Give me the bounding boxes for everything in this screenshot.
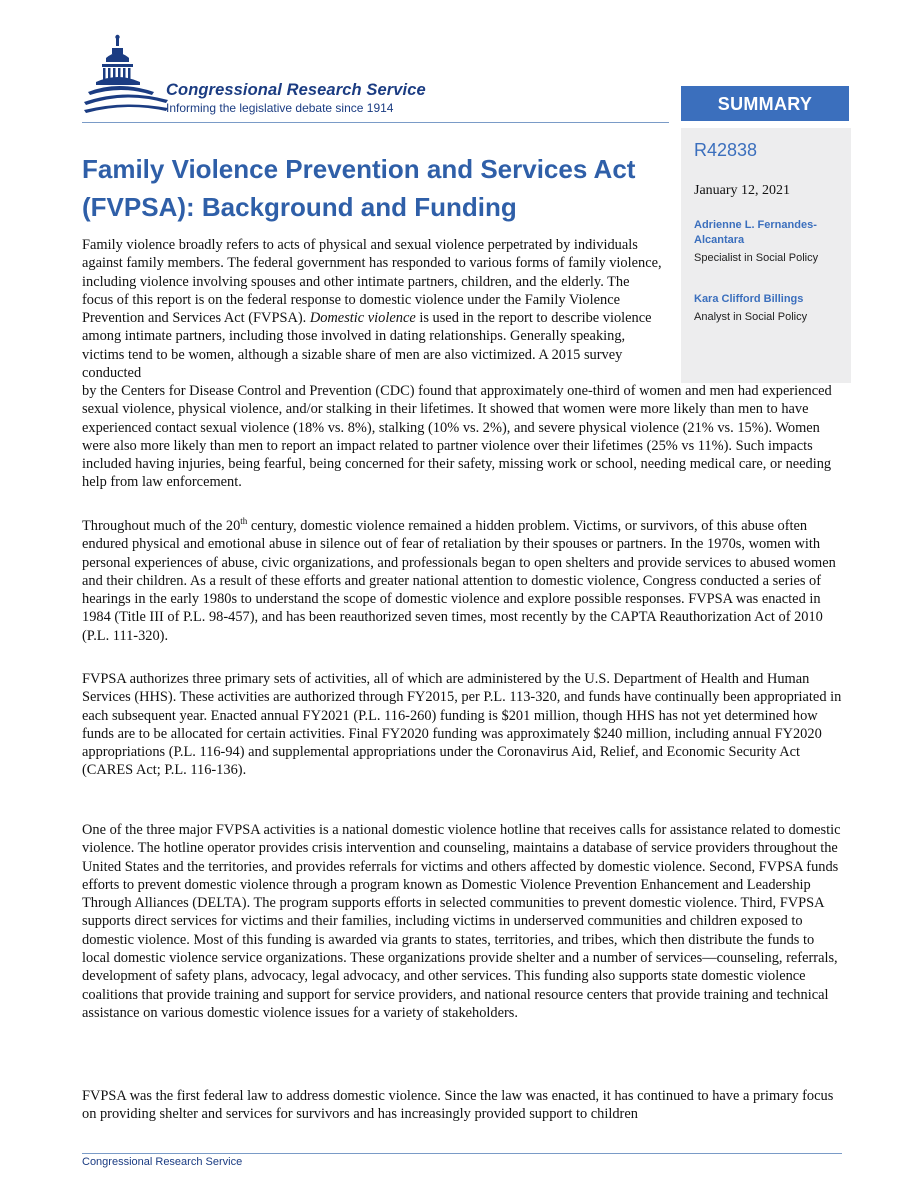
author-name: Adrienne L. Fernandes-Alcantara — [694, 219, 817, 246]
italic-term: Domestic violence — [309, 310, 416, 327]
document-title: Family Violence Prevention and Services Act (FVPSA): Background and Funding — [82, 154, 636, 222]
summary-paragraph: FVPSA authorizes three primary sets of activities, all of which are administered by the U.S. Department of Health and Human Services (HHS). These activities are authorized through FY2015, per P.L. 113-320, and funds have continually been appropriated in each subsequent year. Enacted annual FY2021 (P.L. 116-260) funding is $201 million, though HHS has not yet determined how funds are to be allocated for certain activities. Final FY2020 funding was approximately $240 million, including annual FY2020 appropriations (P.L. 116-94) and supplemental appropriations under the Coronavirus Aid, Relief, and Economic Security Act (CARES Act; P.L. 116-136). — [82, 671, 842, 779]
author-title: Specialist in Social Policy — [694, 252, 819, 264]
org-name: Congressional Research Service — [166, 81, 426, 99]
summary-paragraph: One of the three major FVPSA activities is a national domestic violence hotline that receives calls for assistance related to domestic violence. The hotline operator provides crisis intervention and counseling, maintains a database of service providers throughout the United States and the territories, and provides referrals for victims and others affected by domestic violence. Second, FVPSA funds efforts to prevent domestic violence through a program known as Domestic Violence Prevention Enhancement and Leadership Through Alliances (DELTA). The program supports efforts in selected communities to prevent domestic violence. Third, FVPSA supports direct services for victims and their families, including victims in underserved communities and children exposed to domestic violence. Most of this funding is awarded via grants to states, territories, and tribes, which then distribute the funds to local domestic violence service organizations. These organizations provide shelter and a number of services—counseling, referrals, development of safety plans, advocacy, legal advocacy, and other services. This funding also supports state domestic violence coalitions that provide training and support for service providers, and national resource centers that provide training and technical assistance on various domestic violence issues for a variety of stakeholders. — [82, 822, 841, 1021]
footer-divider — [82, 1153, 842, 1154]
capitol-dome-icon — [82, 34, 178, 120]
report-date: January 12, 2021 — [694, 183, 791, 198]
header-divider — [82, 122, 669, 123]
report-number: R42838 — [694, 140, 758, 160]
author-name: Kara Clifford Billings — [694, 293, 804, 305]
paragraph-text: is used in the report to describe violence among intimate partners, including those involved in dating relationships. Generally speaking, victims tend to be women, although a sizable share of men are also victimized. A 2015 survey conducted — [82, 310, 652, 382]
org-tagline: Informing the legislative debate since 1914 — [166, 101, 394, 115]
author-title: Analyst in Social Policy — [694, 311, 808, 323]
summary-paragraph — [82, 236, 662, 382]
paragraph-text: Throughout much of the 20 — [82, 518, 241, 534]
paragraph-text: century, domestic violence remained a hidden problem. Victims, or survivors, of this abuse often endured physical and emotional abuse in silence out of fear of retaliation by their spouses or partners. In the 1970s, women with personal experiences of abuse, civic organizations, and professionals began to open shelters and provide services to abused women and their children. As a result of these efforts and greater national attention to domestic violence, Congress conducted a series of hearings in the early 1980s to understand the scope of domestic violence and explore possible responses. FVPSA was enacted in 1984 (Title III of P.L. 98-457), and has been reauthorized seven times, most recently by the CAPTA Reauthorization Act of 2010 (P.L. 111-320). — [82, 518, 836, 644]
footer-org-name: Congressional Research Service — [82, 1156, 243, 1168]
summary-tab: SUMMARY — [681, 86, 849, 121]
paragraph-text: Family violence broadly refers to acts of physical and sexual violence perpetrated by individuals against family members. The federal government has responded to various forms of family violence, including violence involving spouses and other intimate partners, children, and the elderly. The focus of this report is on the federal response to domestic violence under the Family Violence Prevention and Services Act (FVPSA). — [82, 237, 662, 327]
summary-paragraph — [82, 517, 842, 645]
summary-paragraph: by the Centers for Disease Control and Prevention (CDC) found that approximately one-third of women and men had experienced sexual violence, physical violence, and/or stalking in their lifetimes. It showed that women were more likely than men to have experienced contact sexual violence (18% vs. 8%), stalking (10% vs. 2%), and severe physical violence (21% vs. 15%). Women were also more likely than men to report an impact related to partner violence over their lifetimes (25% vs 11%). Such impacts included having injuries, being fearful, being concerned for their safety, missing work or school, needing medical care, or needing help from law enforcement. — [82, 383, 832, 491]
superscript: th — [240, 516, 248, 527]
summary-paragraph: FVPSA was the first federal law to address domestic violence. Since the law was enacted, it has continued to have a primary focus on providing shelter and services for survivors and has increasingly provided support to children — [82, 1088, 834, 1123]
